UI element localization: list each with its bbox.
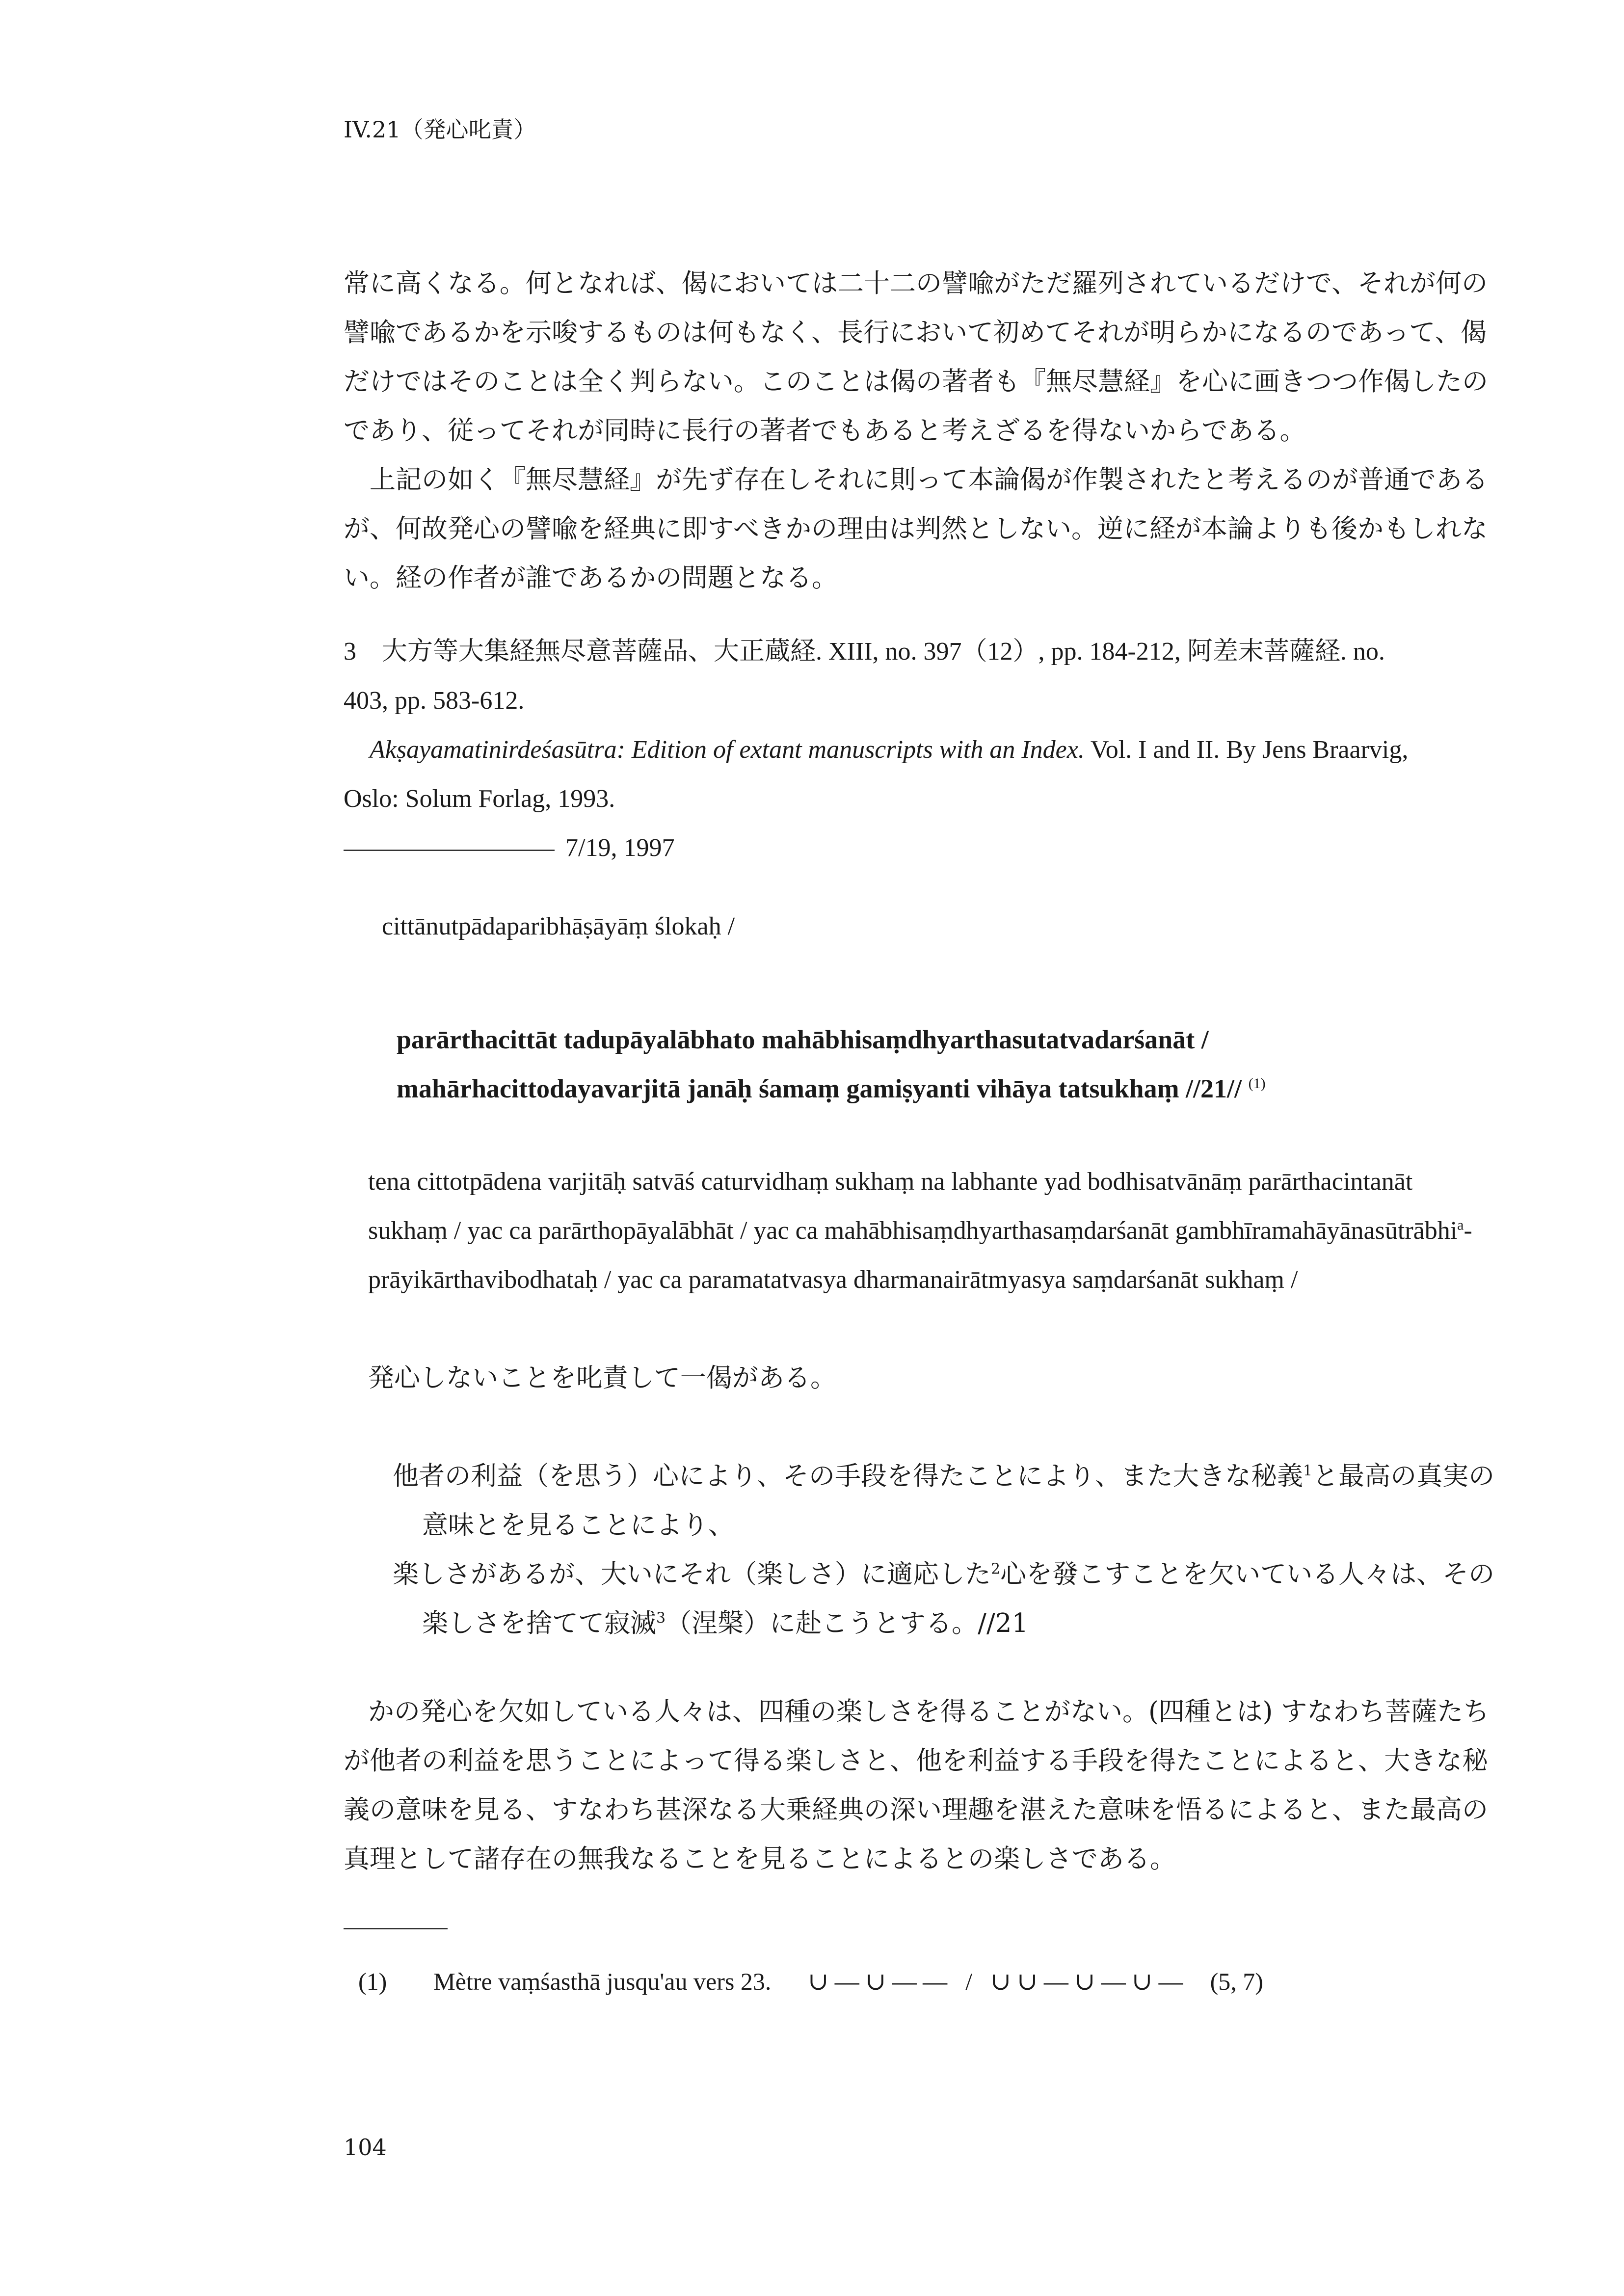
paragraph-line: 譬喩であるかを示唆するものは何もなく、長行において初めてそれが明らかになるのであって、偈 bbox=[344, 318, 1487, 347]
second-paragraph bbox=[344, 455, 1488, 603]
paragraph-line: 真理として諸存在の無我なることを見ることによるとの楽しさである。 bbox=[344, 1844, 1176, 1874]
note-line: 3 大方等大集経無尽意菩薩品、大正蔵経. XIII, no. 397（12）, pp. 184-212, 阿差末菩薩経. no. bbox=[344, 638, 1385, 666]
note-3 bbox=[344, 627, 1408, 873]
jp-verse-text: 他者の利益（を思う）心により、その手段を得たことにより、また大きな秘義 bbox=[393, 1461, 1303, 1491]
jp-commentary bbox=[344, 1687, 1490, 1884]
jp-verse-text: と最高の真実の bbox=[1312, 1461, 1495, 1491]
hyphen: - bbox=[1464, 1217, 1472, 1245]
jp-verse bbox=[393, 1452, 1494, 1648]
sanskrit-verse bbox=[397, 1015, 1266, 1113]
note-date-line bbox=[344, 824, 1408, 873]
commentary-line bbox=[368, 1206, 1472, 1255]
paragraph-line: い。経の作者が誰であるかの問題となる。 bbox=[344, 563, 838, 593]
footnote-text: Mètre vaṃśasthā jusqu'au vers 23. bbox=[433, 1968, 772, 1995]
verse-line-text: mahārhacittodayavarjitā janāḥ śamaṃ gamiṣyanti vihāya tatsukhaṃ //21// bbox=[397, 1074, 1242, 1103]
intro-paragraph bbox=[344, 259, 1488, 455]
jp-verse-line bbox=[393, 1599, 1494, 1648]
footnote bbox=[358, 1967, 1263, 1996]
paragraph-line: 義の意味を見る、すなわち甚深なる大乗経典の深い理趣を湛えた意味を悟るによると、また最高の bbox=[344, 1795, 1488, 1825]
jp-verse-line bbox=[393, 1452, 1494, 1501]
jp-verse-text: 心を發こすことを欠いている人々は、その bbox=[1000, 1559, 1495, 1589]
commentary-line: tena cittotpādena varjitāḥ satvāś caturvidhaṃ sukhaṃ na labhante yad bodhisatvānāṃ parārthacintanāt bbox=[368, 1168, 1413, 1196]
running-header: IV.21（発心叱責） bbox=[344, 116, 536, 143]
page-number: 104 bbox=[344, 2134, 387, 2161]
paragraph-line: 常に高くなる。何となれば、偈においては二十二の譬喩がただ羅列されているだけで、それが何の bbox=[344, 268, 1488, 298]
jp-intro: 発心しないことを叱責して一偈がある。 bbox=[368, 1363, 836, 1393]
paragraph-line: であり、従ってそれが同時に長行の著者でもあると考えざるを得ないからである。 bbox=[344, 416, 1306, 446]
note-ref: 2 bbox=[991, 1560, 1001, 1578]
verse-line: parārthacittāt tadupāyalābhato mahābhisaṃdhyarthasutatvadarśanāt / bbox=[397, 1025, 1209, 1054]
jp-verse-text: （涅槃）に赴こうとする。//21 bbox=[666, 1608, 1029, 1638]
meter-pattern-a: ∪ — ∪ — — bbox=[808, 1968, 948, 1995]
paragraph-line: 上記の如く『無尽慧経』が先ず存在しそれに則って本論偈が作製されたと考えるのが普通である bbox=[370, 465, 1488, 495]
note-ref: 3 bbox=[656, 1609, 666, 1627]
commentary-line: prāyikārthavibodhataḥ / yac ca paramatatvasya dharmanairātmyasya saṃdarśanāt sukhaṃ / bbox=[368, 1266, 1298, 1294]
paragraph-line: かの発心を欠如している人々は、四種の楽しさを得ることがない。(四種とは) すなわち菩薩たち bbox=[368, 1697, 1490, 1727]
date-rule bbox=[344, 850, 555, 851]
note-title: Akṣayamatinirdeśasūtra: Edition of extant manuscripts with an Index. bbox=[370, 736, 1085, 764]
sanskrit-intro: cittānutpādaparibhāṣāyāṃ ślokaḥ / bbox=[382, 912, 735, 940]
note-line bbox=[344, 725, 1408, 774]
footnote-rule bbox=[344, 1928, 448, 1929]
syllable-count: (5, 7) bbox=[1210, 1968, 1263, 1995]
footnote-ref: (1) bbox=[1248, 1075, 1266, 1092]
note-ref: 1 bbox=[1303, 1462, 1313, 1480]
verse-line bbox=[397, 1064, 1266, 1113]
commentary-text: sukhaṃ / yac ca parārthopāyalābhāt / yac ca mahābhisaṃdhyarthasaṃdarśanāt gambhīramahāyānasūtrābhi bbox=[368, 1217, 1458, 1245]
jp-verse-line: 意味とを見ることにより、 bbox=[422, 1510, 734, 1540]
note-line: 403, pp. 583-612. bbox=[344, 687, 525, 715]
jp-verse-text: 楽しさを捨てて寂滅 bbox=[422, 1608, 656, 1638]
jp-verse-line bbox=[393, 1550, 1494, 1599]
paragraph-line: が、何故発心の譬喩を経典に即すべきかの理由は判然としない。逆に経が本論よりも後かもしれな bbox=[344, 514, 1488, 544]
note-title-rest: Vol. I and II. By Jens Braarvig, bbox=[1084, 736, 1409, 764]
paragraph-line: だけではそのことは全く判らない。このことは偈の著者も『無尽慧経』を心に画きつつ作偈したの bbox=[344, 367, 1488, 397]
meter-separator: / bbox=[965, 1968, 973, 1995]
meter-pattern-b: ∪ ∪ — ∪ — ∪ — bbox=[990, 1968, 1183, 1995]
footnote-mark: (1) bbox=[358, 1968, 387, 1995]
note-date: 7/19, 1997 bbox=[565, 834, 675, 862]
paragraph-line: が他者の利益を思うことによって得る楽しさと、他を利益する手段を得たことによると、大きな秘 bbox=[344, 1746, 1488, 1776]
jp-verse-text: 楽しさがあるが、大いにそれ（楽しさ）に適応した bbox=[393, 1559, 991, 1589]
note-line: Oslo: Solum Forlag, 1993. bbox=[344, 785, 615, 813]
variant-mark: a bbox=[1457, 1217, 1464, 1233]
sanskrit-commentary bbox=[368, 1157, 1472, 1305]
